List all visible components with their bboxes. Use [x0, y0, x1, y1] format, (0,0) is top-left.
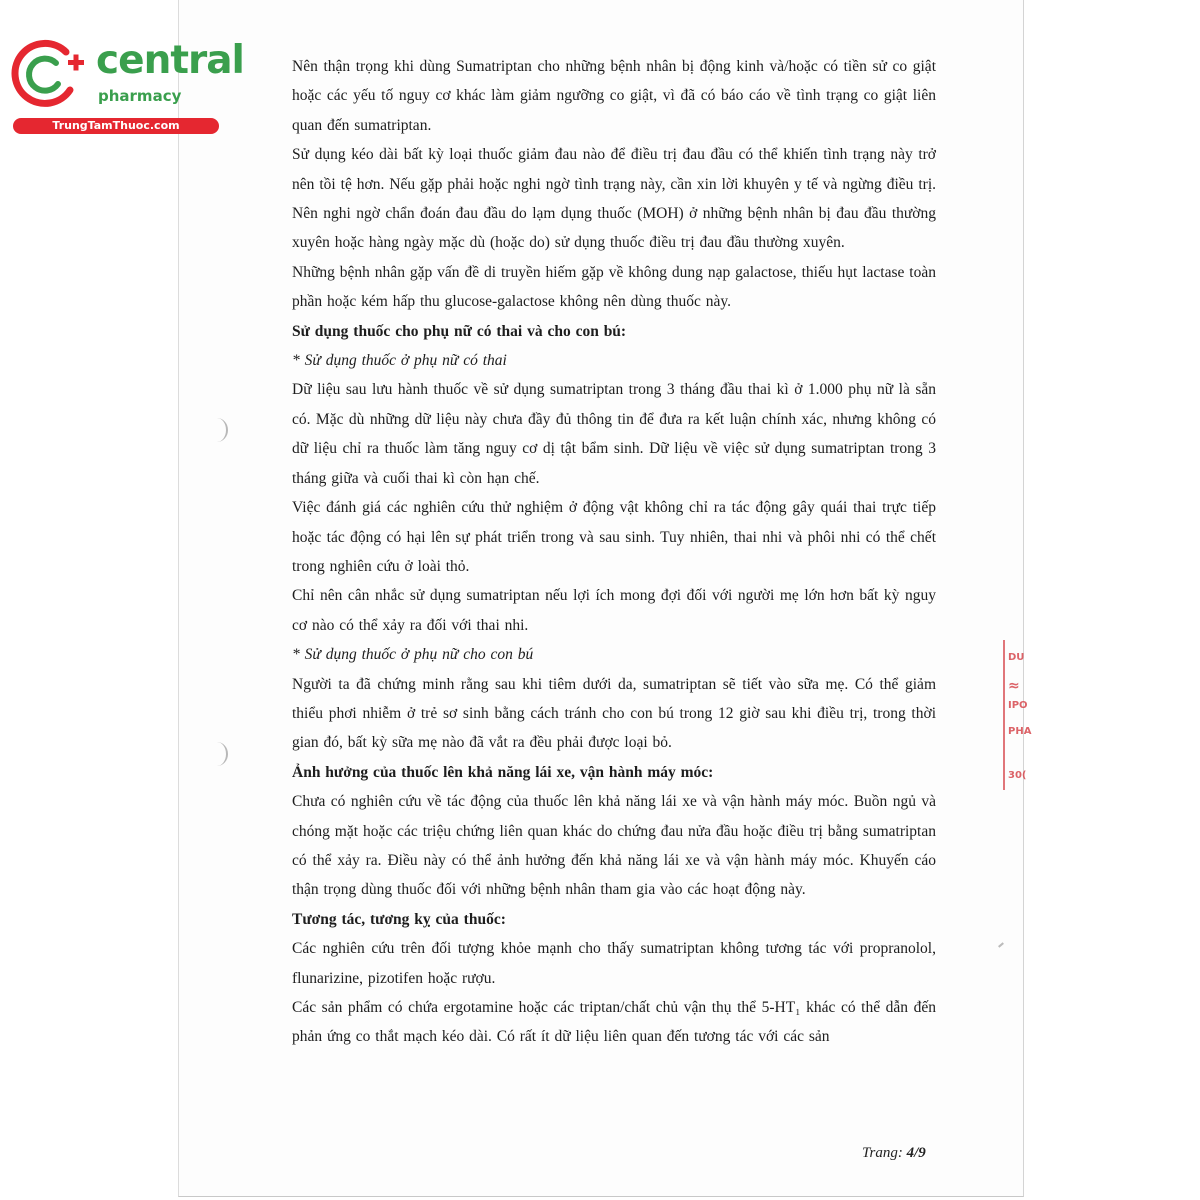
- stamp-text-2: ≈: [1008, 678, 1020, 694]
- subsection-heading: * Sử dụng thuốc ở phụ nữ có thai: [292, 352, 507, 370]
- page-number: 4/9: [906, 1145, 926, 1161]
- red-stamp-fragment: [1003, 640, 1032, 790]
- paragraph: Chỉ nên cân nhắc sử dụng sumatriptan nếu lợi ích mong đợi đối với người mẹ lớn hơn bất kỳ nguy cơ nào có thể xảy ra đối với thai nhi.: [292, 587, 936, 634]
- subsection-heading: * Sử dụng thuốc ở phụ nữ cho con bú: [292, 646, 534, 664]
- section-heading: Tương tác, tương kỵ của thuốc:: [292, 910, 506, 928]
- logo-sub-text: pharmacy: [98, 87, 182, 105]
- page-footer: [862, 1145, 926, 1162]
- logo-brand-text: central: [96, 38, 244, 83]
- paragraph: Chưa có nghiên cứu về tác động của thuốc lên khả năng lái xe và vận hành máy móc. Buồn ngủ và chóng mặt hoặc các triệu chứng liên quan khác do chứng đau nửa đầu hoặc điều trị bằng sumatriptan có thể xảy ra. Điều này có thể ảnh hưởng đến khả năng lái xe và vận hành máy móc. Khuyến cáo thận trọng dùng thuốc đối với những bệnh nhân tham gia vào các hoạt động này.: [292, 793, 936, 899]
- paragraph: Người ta đã chứng minh rằng sau khi tiêm dưới da, sumatriptan sẽ tiết vào sữa mẹ. Có thể giảm thiểu phơi nhiễm ở trẻ sơ sinh bằng cách tránh cho con bú trong 12 giờ sau khi điều trị, trong thời gian đó, bất kỳ sữa mẹ nào đã vắt ra đều phải được loại bỏ.: [292, 675, 936, 752]
- stamp-text-1: DU: [1008, 652, 1025, 663]
- punch-hole-top: [206, 418, 228, 442]
- punch-hole-bottom: [206, 742, 228, 766]
- section-heading: Sử dụng thuốc cho phụ nữ có thai và cho con bú:: [292, 322, 627, 340]
- stamp-text-5: 30(: [1008, 770, 1027, 781]
- central-pharmacy-logo[interactable]: [10, 38, 244, 138]
- paragraph: Các nghiên cứu trên đối tượng khỏe mạnh cho thấy sumatriptan không tương tác với propranolol, flunarizine, pizotifen hoặc rượu.: [292, 940, 936, 987]
- paragraph: Sử dụng kéo dài bất kỳ loại thuốc giảm đau nào để điều trị đau đầu có thể khiến tình trạng này trở nên tồi tệ hơn. Nếu gặp phải hoặc nghi ngờ tình trạng này, cần xin lời khuyên y tế và ngừng điều trị. Nên nghi ngờ chẩn đoán đau đầu do lạm dụng thuốc (MOH) ở những bệnh nhân bị đau đầu thường xuyên hoặc hàng ngày mặc dù (hoặc do) sử dụng thuốc điều trị đau đầu thường xuyên.: [292, 146, 936, 252]
- paragraph: Việc đánh giá các nghiên cứu thử nghiệm ở động vật không chỉ ra tác động gây quái thai trực tiếp hoặc tác động có hại lên sự phát triển trong và sau sinh. Tuy nhiên, thai nhi và phôi nhi có thể chết trong nghiên cứu ở loài thỏ.: [292, 499, 936, 575]
- page-label: Trang:: [862, 1145, 903, 1161]
- paragraph: Dữ liệu sau lưu hành thuốc về sử dụng sumatriptan trong 3 tháng đầu thai kì ở 1.000 phụ nữ là sẵn có. Mặc dù những dữ liệu này chưa đầy đủ thông tin để đưa ra kết luận chính xác, nhưng không có dữ liệu chỉ ra thuốc làm tăng nguy cơ dị tật bẩm sinh. Dữ liệu về việc sử dụng sumatriptan trong 3 tháng giữa và cuối thai kì còn hạn chế.: [292, 381, 936, 487]
- logo-url-badge[interactable]: TrungTamThuoc.com: [13, 118, 219, 134]
- stamp-text-4: PHA: [1008, 726, 1032, 737]
- document-body: [292, 52, 936, 1052]
- logo-mark-icon: [10, 38, 94, 112]
- paragraph: Những bệnh nhân gặp vấn đề di truyền hiếm gặp về không dung nạp galactose, thiếu hụt lactase toàn phần hoặc kém hấp thu glucose-galactose không nên dùng thuốc này.: [292, 263, 936, 311]
- section-heading: Ảnh hưởng của thuốc lên khả năng lái xe, vận hành máy móc:: [292, 763, 714, 781]
- paragraph: Các sản phẩm có chứa ergotamine hoặc các triptan/chất chủ vận thụ thể 5-HT₁ khác có thể dẫn đến phản ứng co thắt mạch kéo dài. Có rất ít dữ liệu liên quan đến tương tác với các sản: [292, 999, 936, 1046]
- paragraph: Nên thận trọng khi dùng Sumatriptan cho những bệnh nhân bị động kinh và/hoặc có tiền sử co giật hoặc các yếu tố nguy cơ khác làm giảm ngưỡng co giật, vì đã có báo cáo về tình trạng co giật liên quan đến sumatriptan.: [292, 58, 936, 134]
- stamp-text-3: IPO: [1008, 700, 1028, 711]
